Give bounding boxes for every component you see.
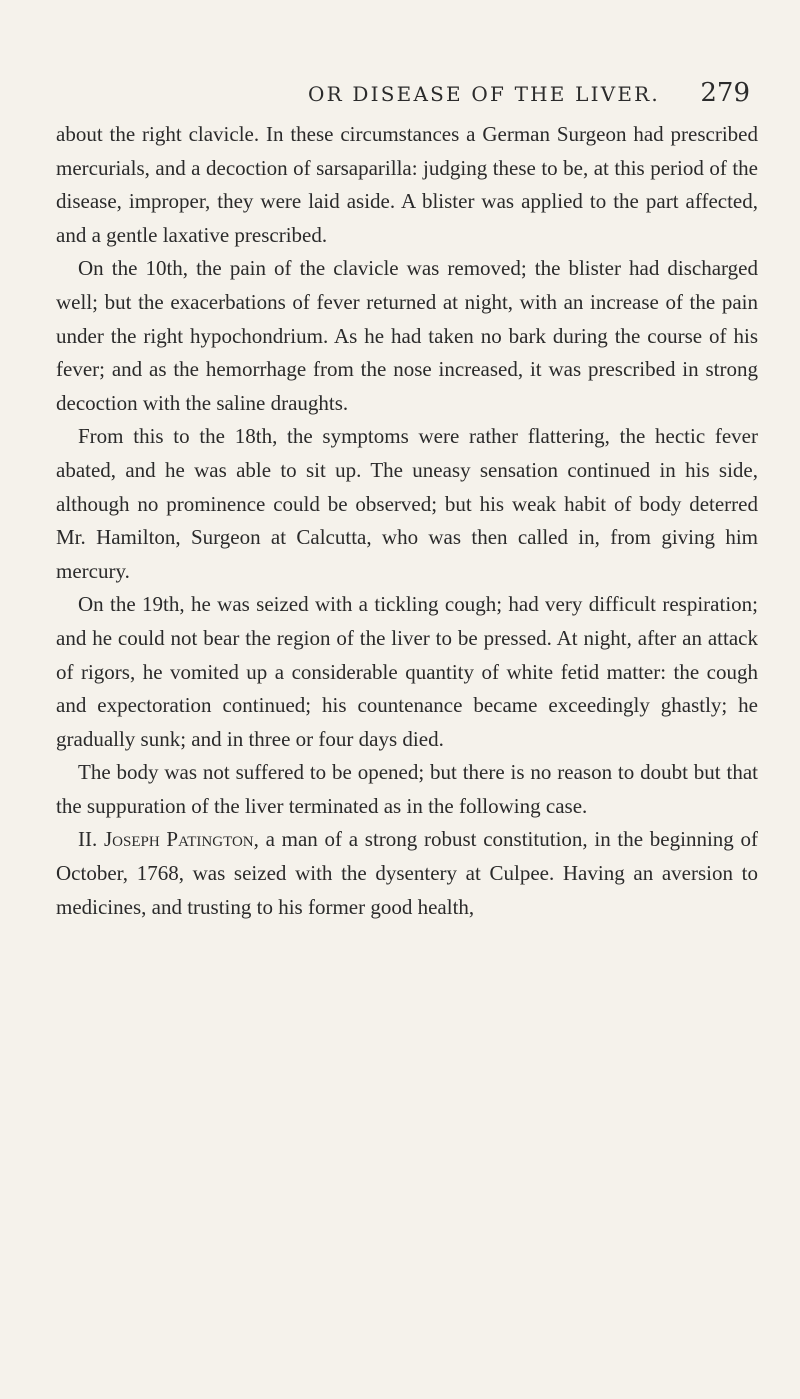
paragraph-1: about the right clavicle. In these circumstances a German Surgeon had prescribed mercurials, and a decoction of sarsaparilla: judging these to be, at this period of the disease, improper, they were laid aside. A blister was applied to the part affected, and a gentle laxative prescribed. [56, 122, 758, 247]
paragraph-3: From this to the 18th, the symptoms were rather flattering, the hectic fever abated, and he was able to sit up. The uneasy sensation continued in his side, although no prominence could be observed; but his weak habit of body deterred Mr. Hamilton, Surgeon at Calcutta, who was then called in, from giving him mercury. [56, 424, 758, 583]
page-header [90, 78, 750, 112]
paragraph-5: The body was not suffered to be opened; but there is no reason to doubt but that the suppuration of the liver terminated as in the following case. [56, 760, 758, 818]
paragraph-case-two [56, 823, 758, 924]
paragraph-4: On the 19th, he was seized with a tickling cough; had very difficult respiration; and he could not bear the region of the liver to be pressed. At night, after an attack of rigors, he vomited up a considerable quantity of white fetid matter: the cough and expectoration continued; his countenance became exceedingly ghastly; he gradually sunk; and in three or four days died. [56, 592, 758, 751]
body-text [56, 118, 758, 924]
page-number: 279 [700, 78, 750, 108]
running-head: OR DISEASE OF THE LIVER. [308, 82, 660, 106]
patient-name: Joseph Patington, [103, 827, 259, 852]
paragraph-2: On the 10th, the pain of the clavicle was removed; the blister had discharged well; but the exacerbations of fever returned at night, with an increase of the pain under the right hypochondrium. As he had taken no bark during the course of his fever; and as the hemorrhage from the nose increased, it was prescribed in strong decoction with the saline draughts. [56, 256, 758, 415]
case-two-text: a man of a strong robust constitution, in the beginning of October, 1768, was seized with the dysentery at Culpee. Having an aversion to medicines, and trusting to his former good health, [56, 827, 759, 919]
case-numeral: II. [78, 827, 98, 852]
